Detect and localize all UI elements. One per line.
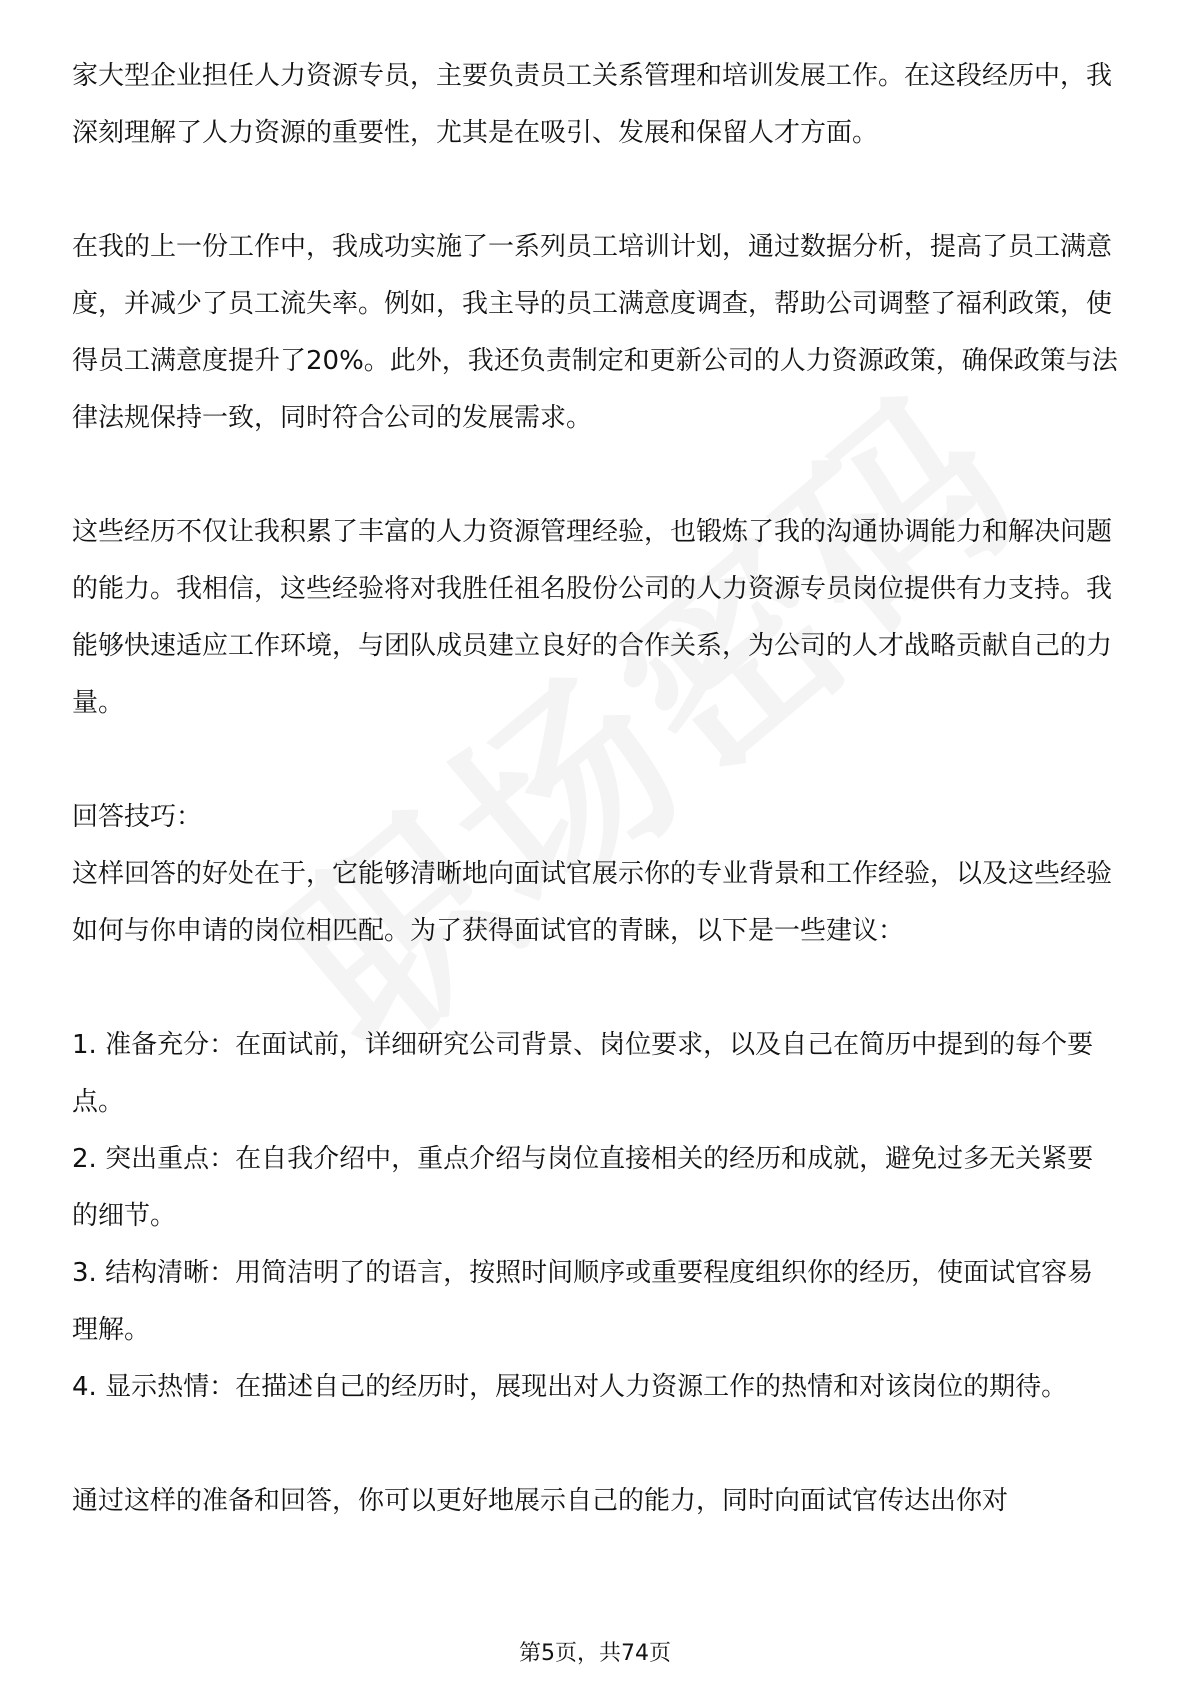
paragraph-gap <box>72 162 1118 219</box>
tip-item-structure: 3. 结构清晰：用简洁明了的语言，按照时间顺序或重要程度组织你的经历，使面试官容易理解。 <box>72 1258 1094 1345</box>
paragraph-gap <box>72 1416 1118 1473</box>
paragraph-experience: 家大型企业担任人力资源专员，主要负责员工关系管理和培训发展工作。在这段经历中，我深刻理解了人力资源的重要性，尤其是在吸引、发展和保留人才方面。 <box>72 61 1113 148</box>
page-number: 第5页，共74页 <box>519 1641 671 1666</box>
tip-item-prepare: 1. 准备充分：在面试前，详细研究公司背景、岗位要求，以及自己在简历中提到的每个要点。 <box>72 1030 1094 1117</box>
paragraph-gap <box>72 960 1118 1017</box>
closing-paragraph: 通过这样的准备和回答，你可以更好地展示自己的能力，同时向面试官传达出你对 <box>72 1486 1009 1516</box>
tips-heading: 回答技巧： <box>72 802 203 832</box>
paragraph-gap <box>72 447 1118 504</box>
tips-intro: 这样回答的好处在于，它能够清晰地向面试官展示你的专业背景和工作经验，以及这些经验如何与你申请的岗位相匹配。为了获得面试官的青睐，以下是一些建议： <box>72 859 1113 946</box>
tip-item-highlight: 2. 突出重点：在自我介绍中，重点介绍与岗位直接相关的经历和成就，避免过多无关紧要的细节。 <box>72 1144 1094 1231</box>
tip-item-enthusiasm: 4. 显示热情：在描述自己的经历时，展现出对人力资源工作的热情和对该岗位的期待。 <box>72 1372 1068 1402</box>
paragraph-gap <box>72 732 1118 789</box>
paragraph-summary: 这些经历不仅让我积累了丰富的人力资源管理经验，也锻炼了我的沟通协调能力和解决问题的能力。我相信，这些经验将对我胜任祖名股份公司的人力资源专员岗位提供有力支持。我能够快速适应工作环境，与团队成员建立良好的合作关系，为公司的人才战略贡献自己的力量。 <box>72 517 1113 718</box>
page-content <box>72 48 1118 1530</box>
paragraph-achievements: 在我的上一份工作中，我成功实施了一系列员工培训计划，通过数据分析，提高了员工满意度，并减少了员工流失率。例如，我主导的员工满意度调查，帮助公司调整了福利政策，使得员工满意度提升了20%。此外，我还负责制定和更新公司的人力资源政策，确保政策与法律法规保持一致，同时符合公司的发展需求。 <box>72 232 1118 433</box>
